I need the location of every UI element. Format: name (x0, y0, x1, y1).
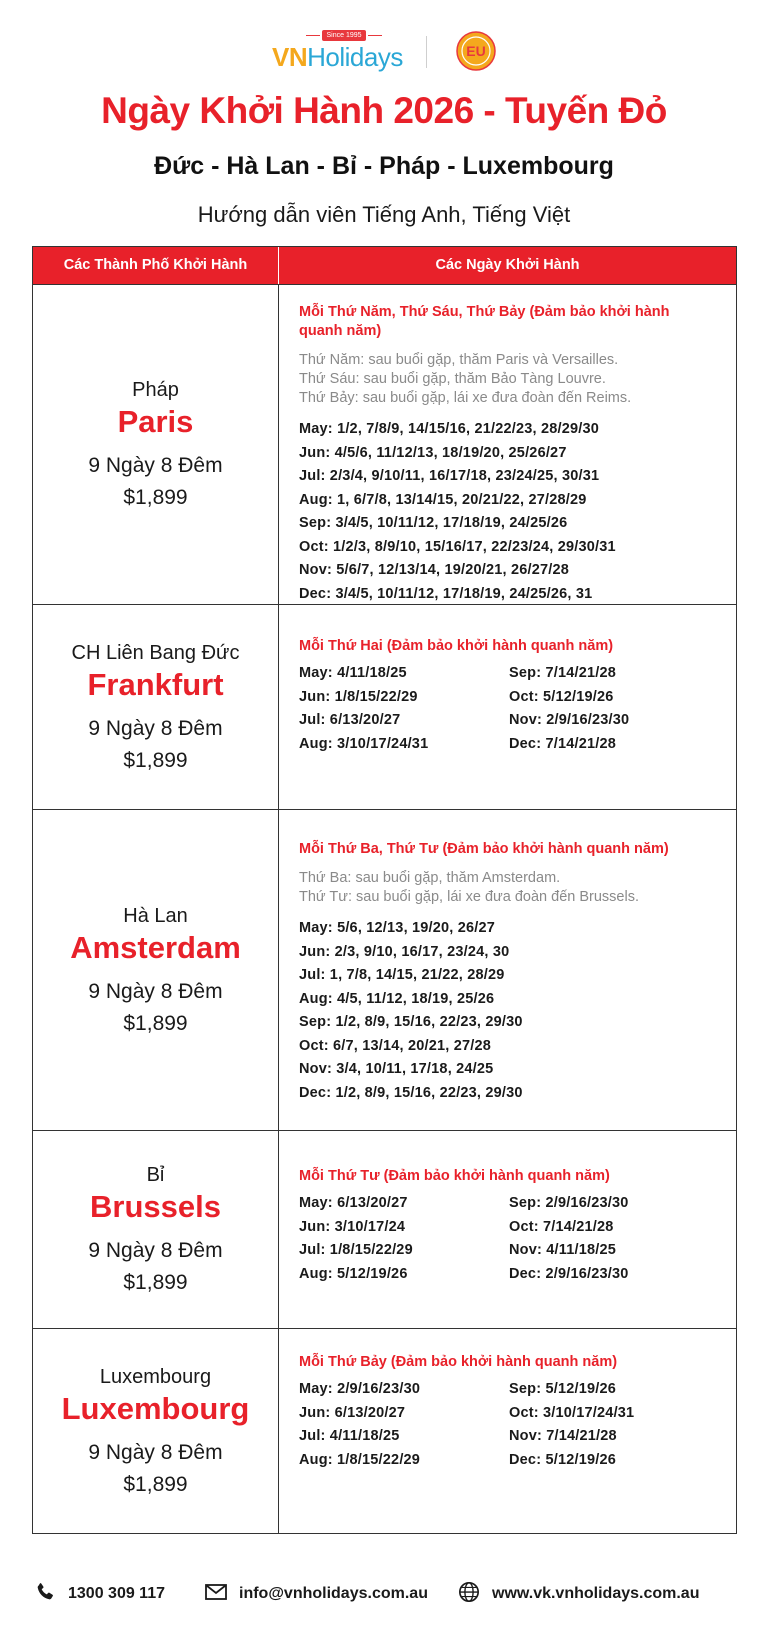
phone-number: 1300 309 117 (68, 1585, 165, 1602)
month-dates: Jun: 2/3, 9/10, 16/17, 23/24, 30 (299, 943, 510, 960)
city-cell (33, 1131, 279, 1328)
country-name: Hà Lan (123, 904, 188, 927)
month-dates: Jul: 2/3/4, 9/10/11, 16/17/18, 23/24/25, 30/31 (299, 468, 600, 484)
month-dates: Sep: 3/4/5, 10/11/12, 17/18/19, 24/25/26 (299, 515, 568, 531)
itinerary-note: Thứ Sáu: sau buổi gặp, thăm Bảo Tàng Louvre. (299, 371, 606, 387)
month-dates: Dec: 3/4/5, 10/11/12, 17/18/19, 24/25/26, 31 (299, 585, 593, 602)
route-subtitle: Đức - Hà Lan - Bỉ - Pháp - Luxembourg (154, 152, 614, 180)
dates-cell (279, 810, 736, 1130)
month-dates: May: 2/9/16/23/30 (299, 1381, 421, 1397)
tour-duration: 9 Ngày 8 Đêm (88, 716, 223, 740)
vnholidays-wordmark: VNHolidays (272, 42, 403, 72)
email-address: info@vnholidays.com.au (239, 1585, 428, 1602)
month-dates: Aug: 3/10/17/24/31 (299, 735, 429, 752)
itinerary-note: Thứ Bảy: sau buổi gặp, lái xe đưa đoàn đến Reims. (299, 390, 632, 406)
month-dates: Dec: 5/12/19/26 (509, 1451, 616, 1468)
departure-frequency: Mỗi Thứ Năm, Thứ Sáu, Thứ Bảy (Đảm bảo khởi hành quanh năm) (299, 304, 670, 339)
month-dates: Sep: 2/9/16/23/30 (509, 1195, 629, 1211)
month-dates: May: 4/11/18/25 (299, 665, 407, 681)
city-cell (33, 810, 279, 1130)
city-name: Amsterdam (70, 929, 241, 965)
email-icon (205, 1584, 239, 1605)
website-link[interactable] (458, 1581, 699, 1607)
itinerary-note: Thứ Ba: sau buổi gặp, thăm Amsterdam. (299, 870, 561, 886)
itinerary-notes (299, 869, 716, 907)
header (0, 0, 768, 246)
itinerary-note: Thứ Tư: sau buổi gặp, lái xe đưa đoàn đến Brussels. (299, 889, 639, 905)
dates-cell (279, 1329, 736, 1533)
month-dates: Jun: 1/8/15/22/29 (299, 688, 418, 705)
tour-duration: 9 Ngày 8 Đêm (88, 454, 223, 477)
header-departure-dates: Các Ngày Khởi Hành (435, 257, 580, 273)
month-dates: Nov: 7/14/21/28 (509, 1428, 617, 1444)
table-row-brussels (33, 1130, 736, 1328)
city-cell (33, 1329, 279, 1533)
month-dates: Oct: 6/7, 13/14, 20/21, 27/28 (299, 1037, 492, 1054)
departure-frequency: Mỗi Thứ Hai (Đảm bảo khởi hành quanh năm) (299, 638, 614, 654)
globe-icon (458, 1581, 492, 1608)
month-dates: Jul: 1, 7/8, 14/15, 21/22, 28/29 (299, 967, 505, 983)
departure-frequency: Mỗi Thứ Tư (Đảm bảo khởi hành quanh năm) (299, 1168, 610, 1184)
table-row-amsterdam (33, 809, 736, 1130)
month-dates: Sep: 7/14/21/28 (509, 665, 616, 681)
eu-partner-logo-icon[interactable] (455, 30, 497, 72)
contact-footer (0, 1575, 768, 1615)
month-dates: Jul: 4/11/18/25 (299, 1428, 400, 1444)
tour-duration: 9 Ngày 8 Đêm (88, 1239, 223, 1262)
table-row-paris (33, 284, 736, 604)
month-dates: Oct: 7/14/21/28 (509, 1218, 614, 1235)
tour-price: $1,899 (123, 1271, 188, 1294)
table-row-luxembourg (33, 1328, 736, 1533)
month-dates: Dec: 7/14/21/28 (509, 735, 616, 752)
city-name: Brussels (90, 1189, 221, 1224)
month-dates: Nov: 2/9/16/23/30 (509, 712, 630, 728)
since-badge: Since 1995 (322, 30, 366, 41)
logo-row (0, 26, 768, 76)
month-dates: Nov: 5/6/7, 12/13/14, 19/20/21, 26/27/28 (299, 562, 569, 578)
tour-price: $1,899 (123, 1472, 188, 1496)
dates-cell (279, 285, 736, 604)
month-dates: Aug: 1, 6/7/8, 13/14/15, 20/21/22, 27/28/29 (299, 491, 587, 508)
dates-cell (279, 605, 736, 809)
month-dates: Dec: 2/9/16/23/30 (509, 1265, 629, 1282)
itinerary-notes (299, 351, 716, 408)
month-dates: Jun: 3/10/17/24 (299, 1218, 406, 1235)
tour-duration: 9 Ngày 8 Đêm (88, 979, 223, 1003)
month-dates: Aug: 5/12/19/26 (299, 1265, 408, 1282)
date-grid (299, 1378, 716, 1472)
itinerary-note: Thứ Năm: sau buổi gặp, thăm Paris và Versailles. (299, 352, 619, 368)
phone-contact[interactable] (34, 1581, 165, 1607)
logo-divider (426, 36, 427, 68)
country-name: Pháp (132, 379, 179, 401)
month-dates: Jun: 4/5/6, 11/12/13, 18/19/20, 25/26/27 (299, 444, 567, 461)
month-dates: Oct: 3/10/17/24/31 (509, 1404, 635, 1421)
dates-cell (279, 1131, 736, 1328)
date-grid (299, 1192, 716, 1286)
vnholidays-logo[interactable] (272, 26, 403, 76)
tour-price: $1,899 (123, 748, 188, 772)
departure-frequency: Mỗi Thứ Ba, Thứ Tư (Đảm bảo khởi hành quanh năm) (299, 841, 669, 857)
month-dates: Oct: 5/12/19/26 (509, 688, 614, 705)
month-dates: May: 6/13/20/27 (299, 1195, 408, 1211)
tour-price: $1,899 (123, 1011, 188, 1035)
country-name: CH Liên Bang Đức (71, 641, 240, 664)
city-cell (33, 605, 279, 809)
table-header (33, 247, 736, 284)
month-dates: Oct: 1/2/3, 8/9/10, 15/16/17, 22/23/24, 29/30/31 (299, 538, 616, 555)
departure-frequency: Mỗi Thứ Bảy (Đảm bảo khởi hành quanh năm) (299, 1354, 618, 1370)
header-departure-cities: Các Thành Phố Khởi Hành (33, 247, 279, 284)
page-title: Ngày Khởi Hành 2026 - Tuyến Đỏ (101, 90, 667, 131)
country-name: Bỉ (146, 1164, 165, 1186)
date-grid (299, 662, 716, 756)
city-name: Paris (117, 404, 194, 439)
tour-price: $1,899 (123, 486, 188, 509)
month-dates: Sep: 1/2, 8/9, 15/16, 22/23, 29/30 (299, 1014, 523, 1030)
city-cell (33, 285, 279, 604)
eu-logo-text: EU (466, 43, 486, 59)
month-dates: Nov: 4/11/18/25 (509, 1242, 616, 1258)
city-name: Luxembourg (61, 1390, 250, 1426)
country-name: Luxembourg (99, 1365, 212, 1388)
month-dates: Jun: 6/13/20/27 (299, 1404, 406, 1421)
month-dates: Aug: 4/5, 11/12, 18/19, 25/26 (299, 990, 495, 1007)
city-name: Frankfurt (87, 666, 224, 702)
month-dates: Jul: 6/13/20/27 (299, 712, 401, 728)
month-dates: May: 5/6, 12/13, 19/20, 26/27 (299, 920, 496, 936)
guide-language: Hướng dẫn viên Tiếng Anh, Tiếng Việt (197, 202, 571, 227)
month-dates: May: 1/2, 7/8/9, 14/15/16, 21/22/23, 28/29/30 (299, 421, 600, 437)
phone-icon (34, 1581, 68, 1608)
month-dates: Jul: 1/8/15/22/29 (299, 1242, 413, 1258)
month-dates: Aug: 1/8/15/22/29 (299, 1451, 421, 1468)
month-dates: Sep: 5/12/19/26 (509, 1381, 616, 1397)
table-row-frankfurt (33, 604, 736, 809)
date-list (299, 418, 716, 606)
email-contact[interactable] (205, 1581, 428, 1607)
month-dates: Dec: 1/2, 8/9, 15/16, 22/23, 29/30 (299, 1084, 523, 1101)
website-url: www.vk.vnholidays.com.au (492, 1585, 700, 1602)
departure-table (32, 246, 737, 1534)
date-list (299, 917, 716, 1105)
tour-duration: 9 Ngày 8 Đêm (88, 1440, 223, 1464)
month-dates: Nov: 3/4, 10/11, 17/18, 24/25 (299, 1061, 494, 1077)
